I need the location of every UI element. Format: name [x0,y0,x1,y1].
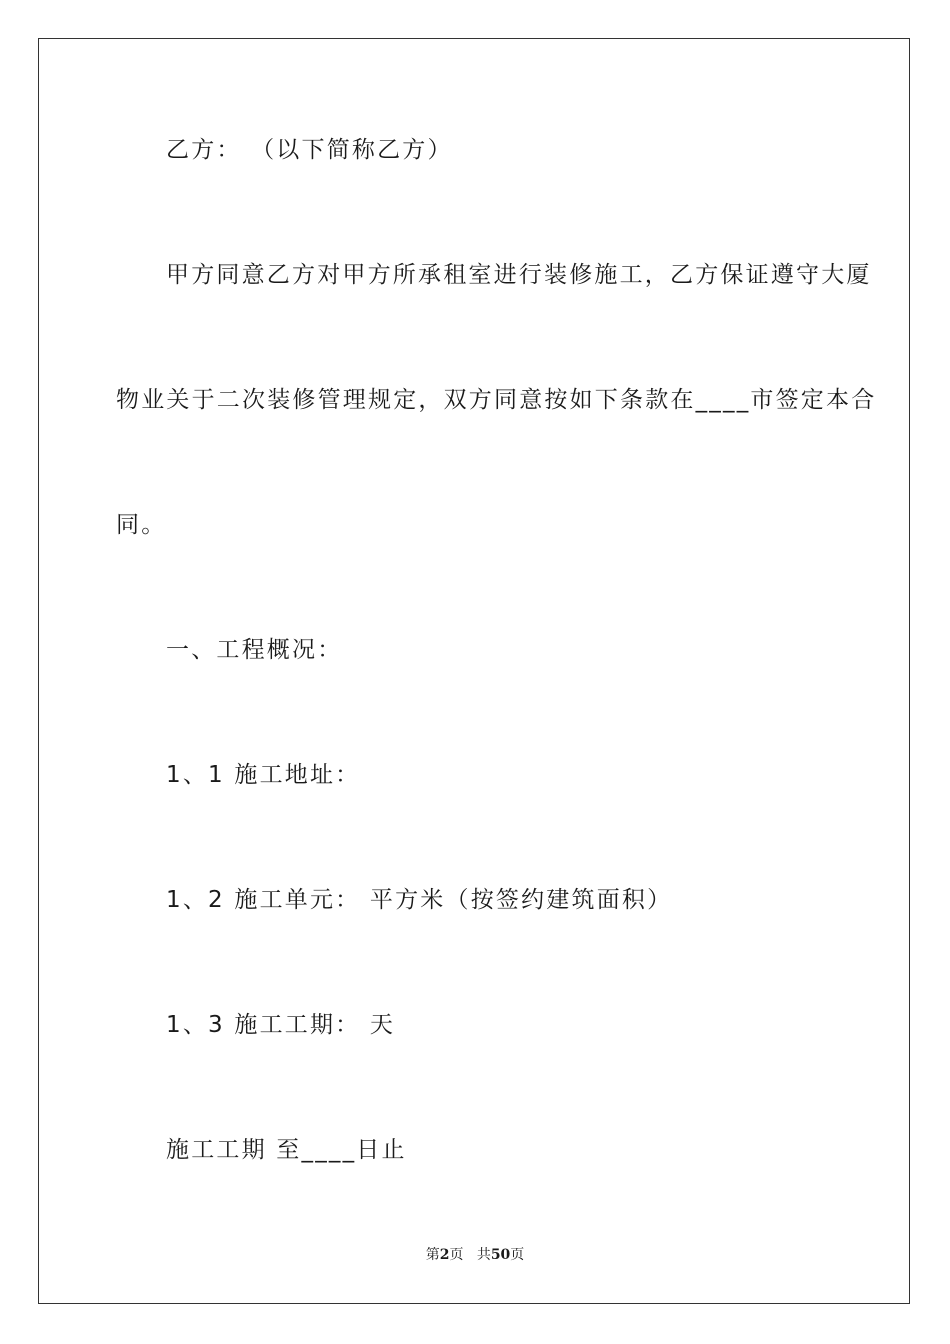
clause-1-2-construction-unit: 1、2 施工单元： 平方米（按签约建筑面积） [166,887,673,913]
clause-1-1-construction-address: 1、1 施工地址： [166,762,361,788]
footer-page-unit: 页 [449,1247,464,1263]
footer-current-page: 2 [439,1247,450,1263]
agreement-paragraph-line-3: 同。 [116,512,167,538]
footer-total-unit: 页 [510,1247,525,1263]
footer-total-prefix: 共 [476,1247,491,1263]
agreement-paragraph-line-1: 甲方同意乙方对甲方所承租室进行装修施工，乙方保证遵守大厦 [166,262,872,288]
agreement-paragraph-line-2: 物业关于二次装修管理规定，双方同意按如下条款在____市签定本合 [116,387,877,413]
footer-prefix: 第 [425,1247,440,1263]
footer-total-pages: 50 [490,1247,511,1263]
page-footer [0,1246,950,1264]
clause-1-3-construction-period: 1、3 施工工期： 天 [166,1012,396,1038]
section-heading-project-overview: 一、工程概况： [166,637,343,663]
party-b-line: 乙方： （以下简称乙方） [166,137,453,163]
construction-period-end-date: 施工工期 至____日止 [166,1137,407,1163]
page-border [38,38,910,1304]
